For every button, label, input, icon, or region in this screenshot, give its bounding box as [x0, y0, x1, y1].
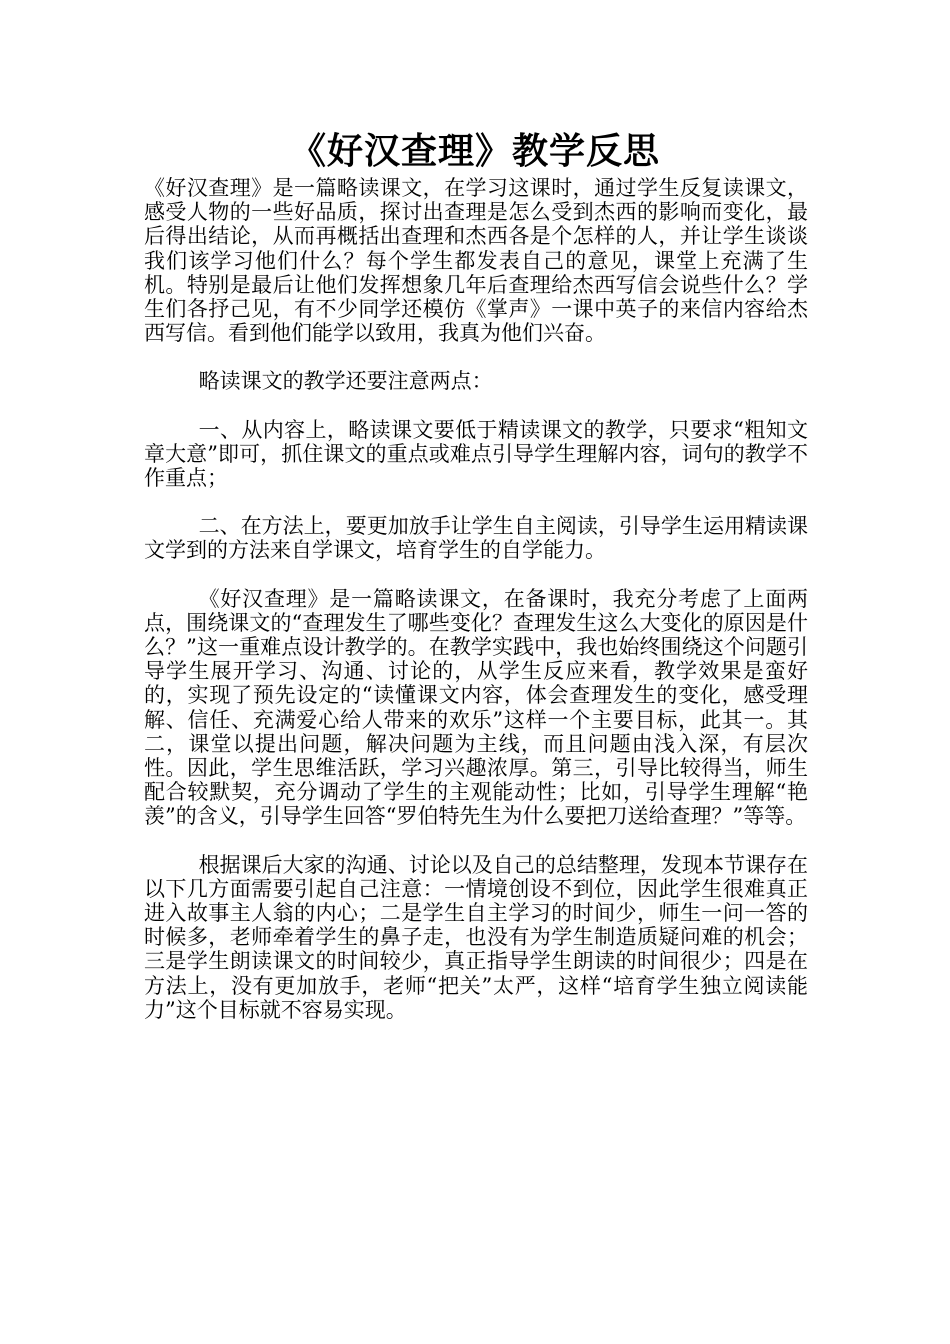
document-body	[144, 176, 808, 1022]
paragraph-gap	[144, 490, 808, 514]
paragraph-gap	[144, 829, 808, 853]
paragraph-shortcomings: 根据课后大家的沟通、讨论以及自己的总结整理，发现本节课存在以下几方面需要引起自己注意：一情境创设不到位，因此学生很难真正进入故事主人翁的内心；二是学生自主学习的时间少，师生一问一答的时候多，老师牵着学生的鼻子走，也没有为学生制造质疑问难的机会；三是学生朗读课文的时间较少，真正指导学生朗读的时间很少；四是在方法上，没有更加放手，老师“把关”太严，这样“培育学生独立阅读能力”这个目标就不容易实现。	[144, 852, 808, 1022]
paragraph-point-one: 一、从内容上，略读课文要低于精读课文的教学，只要求“粗知文章大意”即可，抓住课文的重点或难点引导学生理解内容，词句的教学不作重点；	[144, 417, 808, 491]
paragraph-reflection: 《好汉查理》是一篇略读课文，在备课时，我充分考虑了上面两点，围绕课文的“查理发生了哪些变化？查理发生这么大变化的原因是什么？”这一重难点设计教学的。在教学实践中，我也始终围绕这个问题引导学生展开学习、沟通、讨论的，从学生反应来看，教学效果是蛮好的，实现了预先设定的“读懂课文内容，体会查理发生的变化，感受理解、信任、充满爱心给人带来的欢乐”这样一个主要目标，此其一。其二，课堂以提出问题，解决问题为主线，而且问题由浅入深，有层次性。因此，学生思维活跃，学习兴趣浓厚。第三，引导比较得当，师生配合较默契，充分调动了学生的主观能动性；比如，引导学生理解“艳羡”的含义，引导学生回答“罗伯特先生为什么要把刀送给查理？”等等。	[144, 586, 808, 829]
paragraph-gap	[144, 345, 808, 369]
paragraph-intro: 《好汉查理》是一篇略读课文，在学习这课时，通过学生反复读课文，感受人物的一些好品质，探讨出查理是怎么受到杰西的影响而变化，最后得出结论，从而再概括出查理和杰西各是个怎样的人，并让学生谈谈我们该学习他们什么？每个学生都发表自己的意见，课堂上充满了生机。特别是最后让他们发挥想象几年后查理给杰西写信会说些什么？学生们各抒己见，有不少同学还模仿《掌声》一课中英子的来信内容给杰西写信。看到他们能学以致用，我真为他们兴奋。	[144, 176, 808, 346]
paragraph-gap	[144, 394, 808, 418]
paragraph-gap	[144, 563, 808, 587]
document-title: 《好汉查理》教学反思	[289, 130, 660, 172]
paragraph-two-points-heading: 略读课文的教学还要注意两点：	[198, 369, 493, 394]
paragraph-point-two: 二、在方法上，要更加放手让学生自主阅读，引导学生运用精读课文学到的方法来自学课文，培育学生的自学能力。	[144, 514, 808, 563]
